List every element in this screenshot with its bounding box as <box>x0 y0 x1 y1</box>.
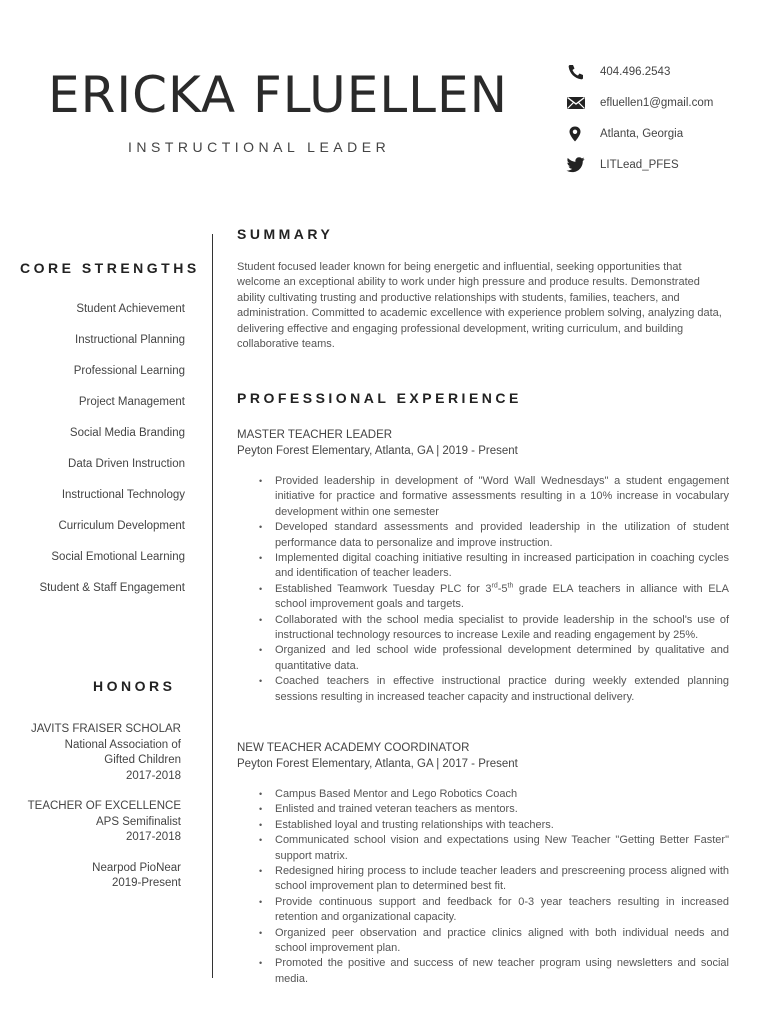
strength-item: Social Media Branding <box>69 427 185 439</box>
contact-location <box>566 118 756 149</box>
strength-item: Professional Learning <box>73 365 185 377</box>
job-organization: Peyton Forest Elementary, Atlanta, GA | 2017 - Present <box>237 757 518 770</box>
bullet-item: • Organized and led school wide professional development determined by qualitative and quantitative data. <box>275 643 729 674</box>
core-strengths-list <box>10 303 185 613</box>
bullet-item: • Communicated school vision and expectations using New Teacher "Getting Better Faster" support matrix. <box>275 833 729 864</box>
strength-item: Instructional Planning <box>75 334 185 346</box>
bullet-item: • Promoted the positive and success of new teacher program using newsletters and social media. <box>275 956 729 987</box>
contact-block <box>566 56 756 180</box>
job-entry <box>237 428 729 705</box>
experience-heading: PROFESSIONAL EXPERIENCE <box>237 390 522 406</box>
job-title: NEW TEACHER ACADEMY COORDINATOR <box>237 742 470 754</box>
honors-heading: HONORS <box>93 678 176 694</box>
contact-twitter-text: LITLead_PFES <box>600 158 679 171</box>
bullet-text: Established Teamwork Tuesday PLC for 3 <box>275 582 492 595</box>
bullet-item <box>275 582 729 613</box>
honor-line: TEACHER OF EXCELLENCE <box>27 800 181 812</box>
honor-line: 2019-Present <box>111 877 181 889</box>
bullet-item: • Collaborated with the school media specialist to provide leadership in the school's use of instructional technology resources to increase Lexile and reading engagement by 25%. <box>275 613 729 644</box>
summary-heading: SUMMARY <box>237 226 334 242</box>
candidate-subtitle: INSTRUCTIONAL LEADER <box>128 139 391 155</box>
honor-line: 2017-2018 <box>126 831 181 843</box>
honor-line: Gifted Children <box>104 754 181 766</box>
honor-line: 2017-2018 <box>126 769 181 782</box>
bullet-item: • Redesigned hiring process to include teacher leaders and prescreening process aligned with school improvement plan to determined best fit. <box>275 864 729 895</box>
column-divider <box>212 234 213 978</box>
envelope-icon <box>566 95 588 111</box>
bullet-text: -5 <box>497 582 508 595</box>
honor-line: National Association of <box>64 738 181 751</box>
honor-line: JAVITS FRAISER SCHOLAR <box>31 723 181 735</box>
strength-item: Curriculum Development <box>58 520 185 532</box>
bullet-text: grade ELA teachers in alliance with ELA school improvement goals and targets. <box>275 582 729 611</box>
honor-line: Nearpod PioNear <box>92 861 181 874</box>
honor-item <box>10 799 181 846</box>
candidate-name: ERICKA FLUELLEN <box>48 66 509 124</box>
bullet-item: • Coached teachers in effective instructional practice during weekly extended planning sessions resulting in increased teacher capacity and instructional delivery. <box>275 674 729 705</box>
contact-twitter <box>566 149 756 180</box>
honor-item <box>10 861 181 892</box>
bullet-item: • Campus Based Mentor and Lego Robotics Coach <box>275 787 729 802</box>
contact-email-text: efluellen1@gmail.com <box>600 96 714 109</box>
strength-item: Student Achievement <box>76 303 185 315</box>
ordinal-suffix: th <box>507 582 514 590</box>
bullet-item: • Enlisted and trained veteran teachers as mentors. <box>275 802 729 817</box>
strength-item: Social Emotional Learning <box>51 551 185 563</box>
summary-text: Student focused leader known for being energetic and influential, seeking opportunities that welcome an exceptional ability to work under high pressure and produce results. Demonstrated ability cultivating trusting and productive relationships with students, families, teachers, and administration. Committed to academic excellence with experience problem solving, analyzing data, delivering effective and engaging professional development, writing curriculum, and building collaborative teams. <box>237 261 722 351</box>
strength-item: Student & Staff Engagement <box>39 582 185 594</box>
strength-item: Project Management <box>78 396 185 408</box>
core-strengths-heading: CORE STRENGTHS <box>20 260 200 276</box>
bullet-item: • Developed standard assessments and provided leadership in the utilization of student performance data to personalize and improve instruction. <box>275 520 729 551</box>
bullet-item: • Established loyal and trusting relationships with teachers. <box>275 818 729 833</box>
bullet-item: • Implemented digital coaching initiative resulting in increased participation in coaching cycles and identification of teacher leaders. <box>275 551 729 582</box>
strength-item: Data Driven Instruction <box>68 458 185 470</box>
twitter-icon <box>566 157 588 173</box>
location-pin-icon <box>566 126 588 142</box>
job-organization: Peyton Forest Elementary, Atlanta, GA | 2019 - Present <box>237 444 518 457</box>
phone-icon <box>566 64 588 80</box>
contact-phone-text: 404.496.2543 <box>600 65 671 78</box>
contact-phone <box>566 56 756 87</box>
honor-item <box>10 722 181 784</box>
bullet-item: • Organized peer observation and practice clinics aligned with both individual needs and school improvement plan. <box>275 926 729 957</box>
job-title: MASTER TEACHER LEADER <box>237 429 393 441</box>
honor-line: APS Semifinalist <box>95 815 181 828</box>
honors-list <box>10 722 181 907</box>
contact-email <box>566 87 756 118</box>
job-entry <box>237 741 729 987</box>
job-bullets <box>237 474 729 705</box>
strength-item: Instructional Technology <box>61 489 185 501</box>
job-bullets <box>237 787 729 987</box>
contact-location-text: Atlanta, Georgia <box>600 127 684 140</box>
ordinal-suffix: rd <box>491 582 498 590</box>
bullet-item: • Provide continuous support and feedback for 0-3 year teachers resulting in increased retention and organizational capacity. <box>275 895 729 926</box>
bullet-item: • Provided leadership in development of "Word Wall Wednesdays" a student engagement initiative for practice and formative assessments resulting in a 10% increase in vocabulary development within one semester <box>275 474 729 520</box>
